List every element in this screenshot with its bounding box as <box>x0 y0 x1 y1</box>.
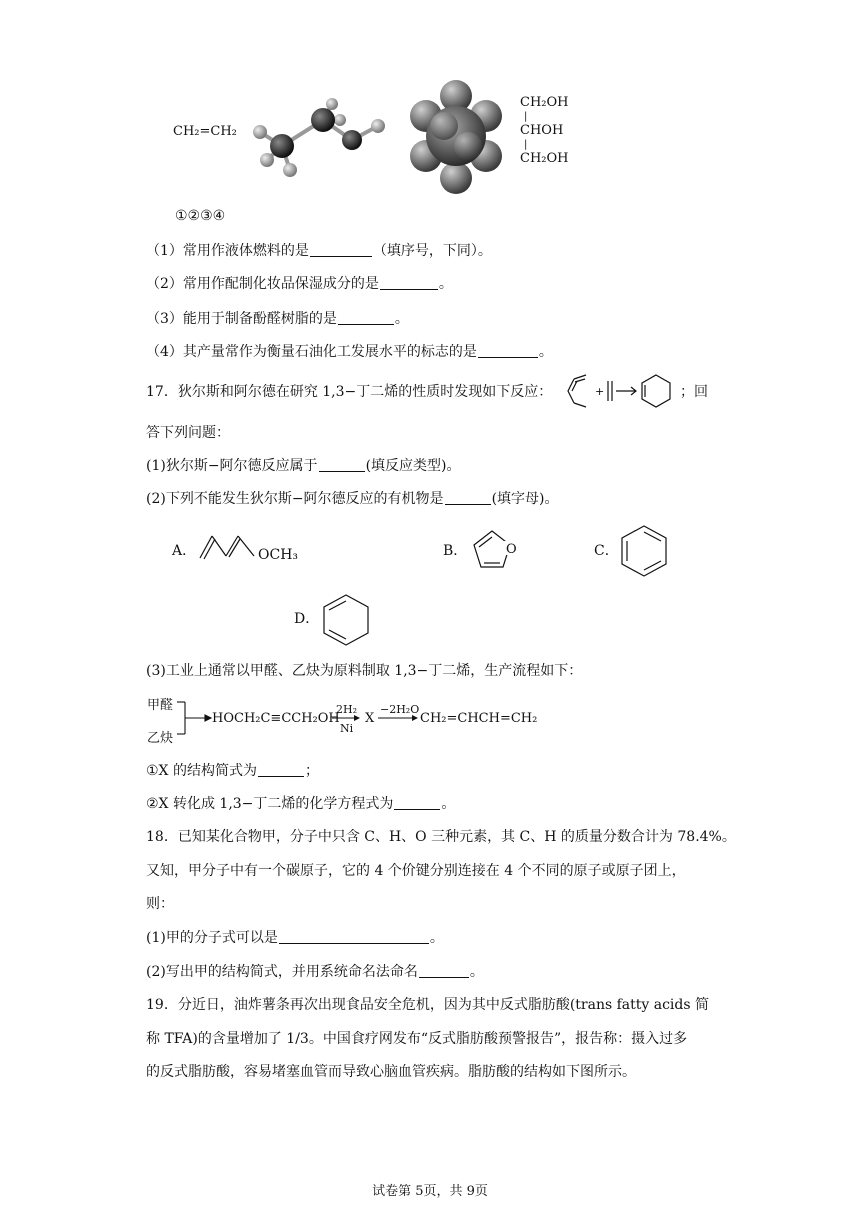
q17-stem-tail: ；回 <box>680 384 708 400</box>
ethanol-ball-stick-model <box>240 98 400 188</box>
furan-oxygen-atom: O <box>506 542 517 557</box>
q17-stem: 17．狄尔斯和阿尔德在研究 1,3−丁二烯的性质时发现如下反应： <box>146 384 553 400</box>
option-c-benzene-structure <box>616 523 672 579</box>
q17-sub3-2: ②X 转化成 1,3−丁二烯的化学方程式为 。 <box>146 796 456 812</box>
answer-blank[interactable] <box>310 242 372 257</box>
q18-sub1: (1)甲的分子式可以是 。 <box>146 930 444 946</box>
svg-text:+: + <box>595 385 605 398</box>
answer-blank[interactable] <box>338 310 394 325</box>
q16-item3: （3）能用于制备酚醛树脂的是 。 <box>146 311 409 327</box>
flow-input-acetylene: 乙炔 <box>147 731 174 746</box>
q18-line2: 又知，甲分子中有一个碳原子，它的 4 个价键分别连接在 4 个不同的原子或原子团上， <box>146 863 686 879</box>
q18-line3: 则： <box>146 896 174 912</box>
option-d-cyclohexadiene-structure <box>318 592 374 648</box>
flow-reagent-hydrogen: 2H₂ <box>336 703 358 716</box>
q18-line1: 18．已知某化合物甲，分子中只含 C、H、O 三种元素，其 C、H 的质量分数合计为 78.4%。 <box>146 829 736 845</box>
answer-blank[interactable] <box>279 929 429 944</box>
q17-sub1: (1)狄尔斯−阿尔德反应属于 (填反应类型)。 <box>146 458 461 474</box>
flow-reagent-dehydration: −2H₂O <box>380 703 420 716</box>
q19-line1: 19．分近日，油炸薯条再次出现食品安全危机，因为其中反式脂肪酸(trans fatty acids 简 <box>146 997 709 1013</box>
figure-numbers: ①②③④ <box>175 208 226 224</box>
option-b-furan-structure <box>470 527 522 575</box>
flow-arrow-dehydration <box>378 713 420 723</box>
option-d-label: D． <box>294 611 320 627</box>
answer-blank[interactable] <box>445 490 491 505</box>
q18-sub2: (2)写出甲的结构简式，并用系统命名法命名 。 <box>146 964 484 980</box>
flow-bracket-arrow <box>175 698 215 738</box>
flow-intermediate: HOCH₂C≡CCH₂OH <box>212 711 340 726</box>
q17-sub3: (3)工业上通常以甲醛、乙炔为原料制取 1,3−丁二烯，生产流程如下： <box>146 663 583 679</box>
answer-blank[interactable] <box>380 275 438 290</box>
flow-reagent-nickel: Ni <box>340 722 354 735</box>
answer-blank[interactable] <box>478 343 538 358</box>
option-b-label: B． <box>443 543 468 559</box>
flow-product: CH₂=CHCH=CH₂ <box>420 711 538 726</box>
q19-line3: 的反式脂肪酸，容易堵塞血管而导致心脑血管疾病。脂肪酸的结构如下图所示。 <box>146 1064 636 1080</box>
phenol-space-filling-model <box>404 78 508 198</box>
option-c-label: C． <box>594 543 619 559</box>
q16-item2: （2）常用作配制化妆品保湿成分的是 。 <box>146 276 453 292</box>
q17-sub3-1: ①X 的结构简式为 ； <box>146 763 319 779</box>
answer-blank[interactable] <box>319 457 365 472</box>
answer-blank[interactable] <box>394 795 440 810</box>
option-a-methoxybutadiene-structure <box>198 528 263 568</box>
ethylene-formula: CH₂=CH₂ <box>173 124 237 139</box>
flow-arrow-hydrogenation <box>332 713 362 723</box>
q17-sub2: (2)下列不能发生狄尔斯−阿尔德反应的有机物是 (填字母)。 <box>146 491 559 507</box>
glycerol-formula: CH₂OH | CHOH | CH₂OH <box>520 95 569 166</box>
q16-item1: （1）常用作液体燃料的是 （填序号，下同）。 <box>146 243 492 259</box>
option-a-methoxy-group: OCH₃ <box>258 547 299 563</box>
diels-alder-reaction-scheme <box>564 371 684 411</box>
flow-input-formaldehyde: 甲醛 <box>147 698 174 713</box>
q17-stem2: 答下列问题： <box>146 425 230 441</box>
flow-compound-x: X <box>365 711 375 726</box>
option-a-label: A． <box>172 543 197 559</box>
q16-item4: （4）其产量常作为衡量石油化工发展水平的标志的是 。 <box>146 344 553 360</box>
answer-blank[interactable] <box>419 963 469 978</box>
answer-blank[interactable] <box>258 762 304 777</box>
page-footer: 试卷第 5页，共 9页 <box>372 1184 488 1199</box>
q19-line2: 称 TFA)的含量增加了 1/3。中国食疗网发布“反式脂肪酸预警报告”，报告称：摄入过多 <box>146 1031 688 1047</box>
